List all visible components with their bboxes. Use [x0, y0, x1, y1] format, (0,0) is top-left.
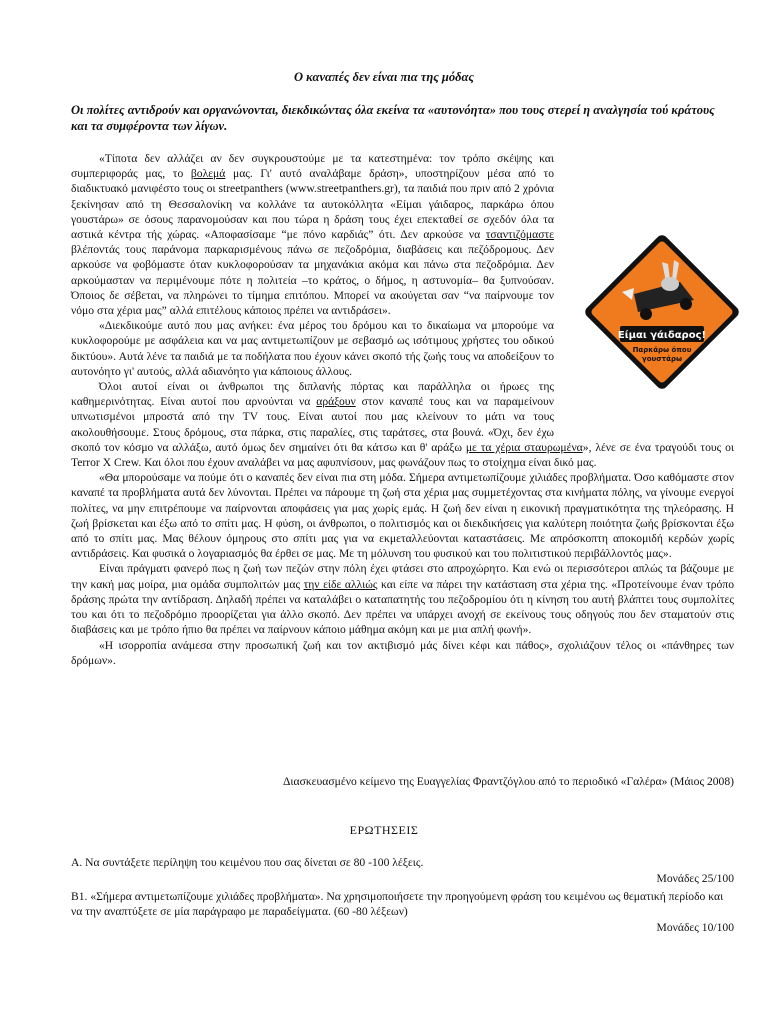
paragraph-6: «Η ισορροπία ανάμεσα στην προσωπική ζωή και τον ακτιβισμό μάς δίνει κέφι και πάθος», σχολιάζουν τέλος οι «πάνθηρες των δρόμων». — [71, 638, 734, 667]
question-b1: Β1. «Σήμερα αντιμετωπίζουμε χιλιάδες προβλήματα». Να χρησιμοποιήσετε την προηγούμενη φράση του κειμένου ως θεματική περίοδο και να την αναπτύξετε σε μία παράγραφο με παραδείγματα. (60 -80 λέξεων) — [71, 890, 724, 918]
streetpanthers-sticker-image — [582, 232, 742, 392]
question-b1-marks: Μονάδες 10/100 — [656, 921, 734, 934]
text-run: Είναι πράγματι φανερό πως η ζωή των πεζών στην πόλη έχει φτάσει στο απροχώρητο. Και ενώ οι περισσότεροι απλώς τα βάζουμε με την κακή μας μοίρα, μια ομάδα συμπολιτών μας — [71, 562, 734, 591]
article-body — [71, 151, 734, 668]
source-citation: Διασκευασμένο κείμενο της Ευαγγελίας Φραντζόγλου από το περιοδικό «Γαλέρα» (Μάιος 2008) — [282, 775, 734, 788]
underlined-word: βολεμά — [190, 167, 226, 181]
paragraph-5 — [71, 561, 734, 637]
underlined-word: αράξουν — [316, 395, 356, 409]
text-run: βλέποντάς τους παράνομα παρκαρισμένους πάνω σε πεζοδρόμια, διαβάσεις και πεζόδρομους. Δεν αρκούσε να φοβόμαστε όταν κυκλοφορούσαν τα μηχανάκια ακόμα και πάνω στα πεζοδρόμια. Δεν αρκούμασταν να περιμένουμε πότε η πολιτεία –το κράτος, ο δήμος, η αστυνομία– θα ξυπνούσαν. Όποιος δε σέβεται, να πληρώνει το τίμημα επιτόπου. Μπορεί να ακούγεται σαν “να παίρνουμε τον νόμο στα χέρια μας” αλλά επιτέλους κάποιος πρέπει να αντιδράσει». — [71, 243, 554, 318]
text-run: «Τίποτα δεν αλλάζει αν δεν συγκρουστούμε με τα κατεστημένα: τον τρόπο σκέψης και συμπεριφοράς μας, το — [71, 152, 554, 181]
text-run: », λένε σε ένα τραγούδι τους οι Terror X Crew. Και όλοι που έχουν αναλάβει να μας αφυπνίσουν, μας φωνάζουν πως το στοίχημα είναι δικό μας. — [71, 440, 734, 470]
sticker-text-3: γουστάρω — [641, 355, 683, 363]
sticker-text-2: Παρκάρω όπου — [632, 346, 692, 354]
article-subtitle: Οι πολίτες αντιδρούν και οργανώνονται, διεκδικώντας όλα εκείνα τα «αυτονόητα» που τους στερεί η αναλγησία τού κράτους και τα συμφέροντα των λίγων. — [71, 103, 715, 133]
sticker-text-1: Είμαι γάιδαρος! — [617, 330, 707, 341]
underlined-word: την είδε αλλιώς — [303, 577, 378, 591]
text-run: Όλοι αυτοί είναι οι άνθρωποι της διπλανής πόρτας και παράλληλα οι ήρωες της καθημερινότητας. Είναι αυτοί που αρνούνται να — [71, 380, 554, 409]
text-run: και είπε να πάρει την κατάσταση στα χέρια της. «Προτείνουμε έναν τρόπο δράσης πρώτα την αντίδραση. Δηλαδή πρέπει να καταλάβει ο καταπατητής του πεζοδρομίου ότι η κίνηση του αυτή βλάπτει τους συμπολίτες του και ότι το πεζοδρόμιο προορίζεται για άλλο σκοπό. Δεν πρέπει να υπάρχει ανοχή σε εκείνους τους οδηγούς που δεν σταματούν στις διαβάσεις και με τρόπο ήπιο θα πρέπει να παίρνουν κάποιο μάθημα ακόμη και με μια απλή φωνή». — [71, 577, 734, 637]
paragraph-2: «Διεκδικούμε αυτό που μας ανήκει: ένα μέρος του δρόμου και το δικαίωμα να μπορούμε να κυκλοφορούμε με ασφάλεια και να μας αντιμετωπίζουν με σεβασμό ως ισότιμους χρήστες του οδικού δικτύου». Αυτά λένε τα παιδιά με τα ποδήλατα που έχουν κάνει σκοπό τής ζωής τους να αποδείξουν το αυτονόητο γι' αυτούς, αλλά αδιανόητο για κάποιους άλλους. — [71, 319, 554, 378]
question-a-marks: Μονάδες 25/100 — [656, 872, 734, 885]
question-a: Α. Να συντάξετε περίληψη του κειμένου που σας δίνεται σε 80 -100 λέξεις. — [71, 856, 424, 869]
text-run: στον καναπέ τους και να παραμείνουν υπνωτισμένοι μπροστά από την TV τους. Είναι αυτοί που μας κλείνουν το μάτι να τους ακολουθήσουμε. Στους δρόμους, στα πάρκα, στις παραλίες, στις ταράτσες, στα βουνά. «Όχι, δεν έχω σκοπό τον κόσμο να αλλάξω, αυτό όμως δεν σημαίνει ότι θα κάτσω και θ' αράξω — [71, 395, 554, 454]
paragraph-4: «Θα μπορούσαμε να πούμε ότι ο καναπές δεν είναι πια στη μόδα. Σήμερα αντιμετωπίζουμε χιλιάδες προβλήματα. Όσο καθόμαστε στον καναπέ τα προβλήματα αυτά δεν λύνονται. Πρέπει να πάρουμε τη ζωή στα χέρια μας συμμετέχοντας στα κινήματα πόλης, να γίνουμε ενεργοί πολίτες, να μην επιτρέπουμε να παίρνονται αποφάσεις για μας χωρίς εμάς. Η ζωή δεν είναι η εικονική πραγματικότητα της τηλεόρασης. Η ζωή βρίσκεται και έξω από το σπίτι μας. Η φύση, οι άνθρωποι, ο πολιτισμός και οι διεκδικήσεις για καλύτερη ποιότητα ζωής βρίσκονται έξω από το σπίτι μας. Μας θέλουν όμηρους στο σπίτι μας για να εκμεταλλεύονται καταστάσεις. Με απρόσκοπτη αποκομιδή κερδών χωρίς αντιδράσεις. Και φυσικά ο λογαριασμός θα έρθει σε μας. Με τη μόλυνση του φυσικού και του πολιτιστικού περιβάλλοντός μας». — [71, 471, 734, 561]
underlined-word: τσαντιζόμαστε — [485, 228, 554, 242]
article-title: Ο καναπές δεν είναι πια της μόδας — [294, 70, 474, 84]
questions-heading: ΕΡΩΤΗΣΕΙΣ — [349, 823, 419, 837]
underlined-word: με τα χέρια σταυρωμένα — [465, 440, 583, 454]
text-run: μας. Γι' αυτό αναλάβαμε δράση», υποστηρίζουν μέσα από το διαδικτυακό μανιφέστο τους οι streetpanthers (www.streetpanthers.gr), τα παιδιά που πριν από 2 χρόνια ξεκίνησαν από τη Θεσσαλονίκη να κολλάνε τα αυτοκόλλητα «Είμαι γάιδαρος, παρκάρω όπου γουστάρω» σε όσους παρανομούσαν και που τώρα η δράση τους έχει επεκταθεί σε σχεδόν όλα τα αστικά κέντρα τής χώρας. «Αποφασίσαμε “με πόνο καρδιάς” ότι. Δεν αρκούσε να — [71, 167, 554, 242]
